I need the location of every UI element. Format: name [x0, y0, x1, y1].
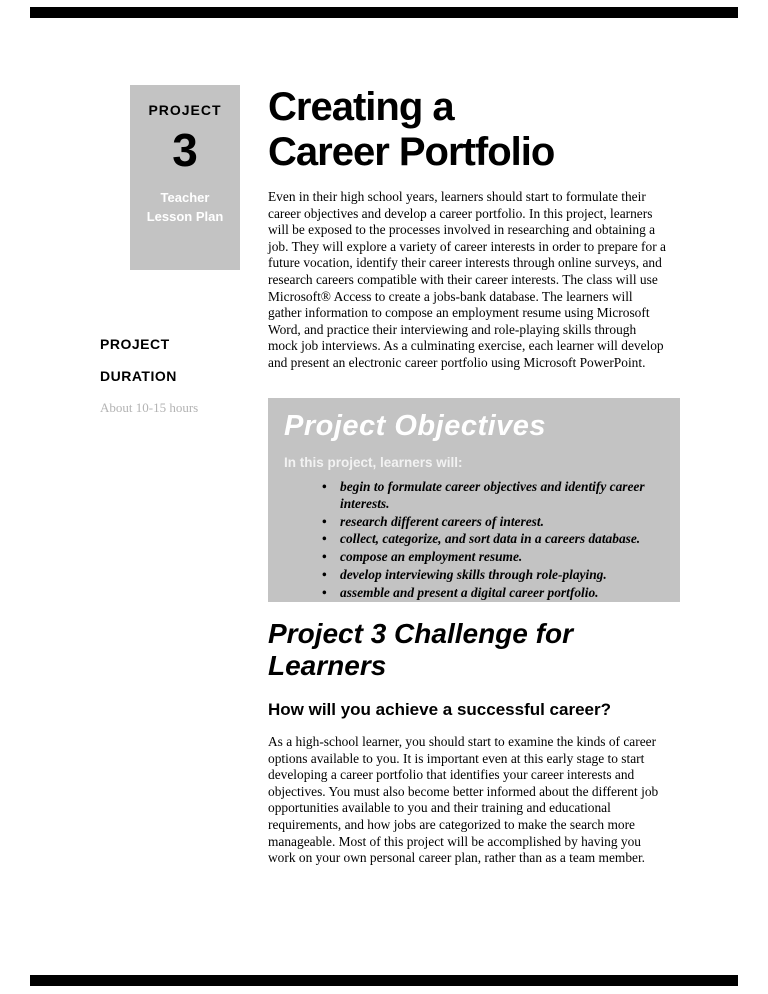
project-badge-label: PROJECT: [148, 102, 222, 118]
objective-item: • begin to formulate career objectives and identify career interests.: [322, 479, 666, 513]
document-title-line1: Creating a: [268, 85, 454, 129]
bottom-divider-bar: [30, 975, 738, 986]
challenge-paragraph: As a high-school learner, you should start to examine the kinds of career options available to you. It is important even at this early stage to start developing a career portfolio that identifies your career interests and objectives. You must also become better informed about the different job opportunities available to you and their training and educational requirements, and how jobs are categorized to make the search more manageable. Most of this project will be accomplished by having you work on your own personal career plan, rather than as a team member.: [268, 734, 659, 866]
objective-item: • develop interviewing skills through role-playing.: [322, 567, 666, 584]
main-column: [268, 85, 680, 372]
project-objectives-box: [268, 398, 680, 602]
objective-item: • research different careers of interest.: [322, 514, 666, 531]
objectives-list: [284, 479, 666, 602]
objectives-heading: Project Objectives: [284, 410, 547, 442]
document-title: [268, 85, 680, 175]
project-duration-value: About 10-15 hours: [100, 400, 199, 415]
objective-item: • compose an employment resume.: [322, 549, 666, 566]
top-divider-bar: [30, 7, 738, 18]
intro-paragraph: Even in their high school years, learners should start to formulate their career objectives and develop a career portfolio. In this project, learners will be exposed to the processes involved in researching and obtaining a job. They will explore a variety of career interests in order to prepare for a future vocation, identify their career interests through online surveys, and research careers compatible with their career interests. The class will use Microsoft® Access to create a jobs-bank database. The learners will gather information to compose an employment resume using Microsoft Word, and practice their interviewing and role-playing skills through mock job interviews. As a culminating exercise, each learner will develop and present an electronic career portfolio using Microsoft PowerPoint.: [268, 189, 666, 370]
project-badge-subtitle: [130, 188, 240, 226]
challenge-subheading: How will you achieve a successful career?: [268, 700, 611, 719]
document-title-line2: Career Portfolio: [268, 130, 555, 174]
project-badge-box: [130, 85, 240, 270]
project-duration-label-line1: PROJECT: [100, 336, 170, 352]
project-duration-block: [100, 336, 250, 416]
project-number: 3: [172, 124, 198, 176]
objective-item: • assemble and present a digital career portfolio.: [322, 585, 666, 602]
project-badge-subtitle-line2: Lesson Plan: [146, 209, 224, 224]
challenge-section: [268, 618, 680, 867]
objectives-lead: In this project, learners will:: [284, 455, 463, 470]
objective-item: • collect, categorize, and sort data in a careers database.: [322, 531, 666, 548]
challenge-heading: Project 3 Challenge for Learners: [268, 618, 573, 681]
project-duration-label-line2: DURATION: [100, 368, 177, 384]
project-badge-subtitle-line1: Teacher: [160, 190, 210, 205]
